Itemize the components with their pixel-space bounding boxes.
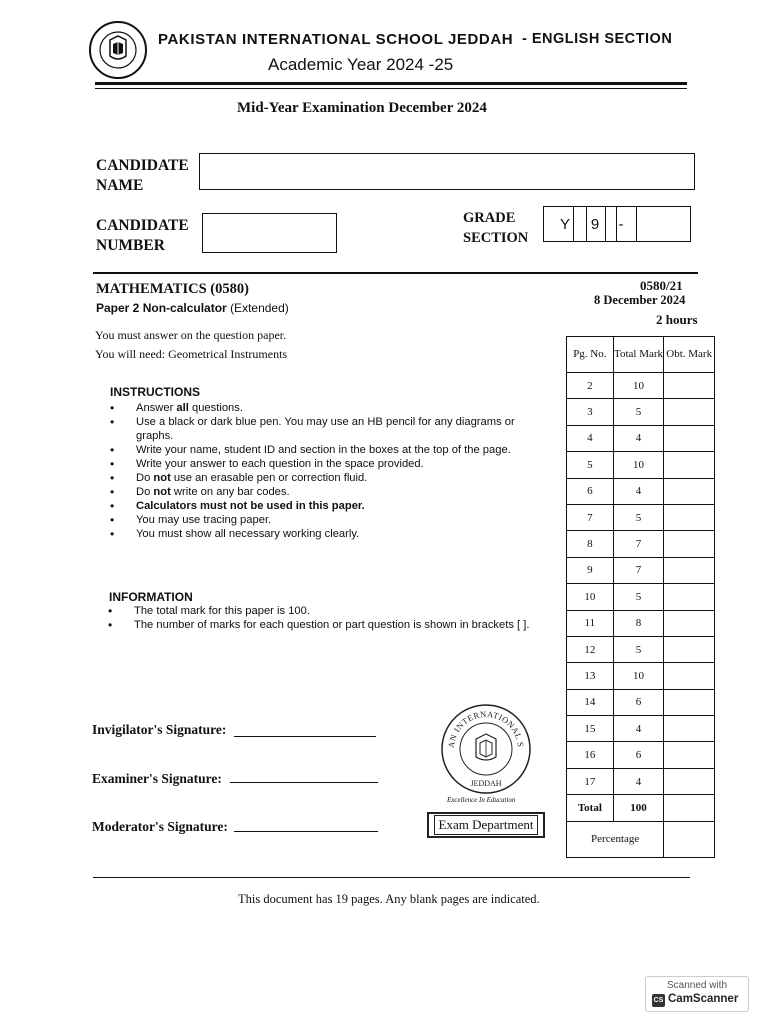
page-number-cell: 6 bbox=[567, 478, 614, 504]
table-row bbox=[567, 531, 715, 557]
information-list bbox=[108, 604, 558, 632]
divider-rule bbox=[93, 272, 698, 274]
seal-city: JEDDAH bbox=[470, 779, 502, 788]
school-seal bbox=[440, 703, 532, 795]
instruction-item: • Do not write on any bar codes. bbox=[110, 485, 530, 499]
marks-table bbox=[566, 336, 715, 858]
footer-text: This document has 19 pages. Any blank pages are indicated. bbox=[238, 892, 540, 906]
obtained-mark-cell[interactable] bbox=[664, 768, 715, 794]
page-number-cell: 5 bbox=[567, 452, 614, 478]
obtained-mark-cell[interactable] bbox=[664, 610, 715, 636]
academic-year: Academic Year 2024 -25 bbox=[268, 55, 454, 74]
moderator-signature-label: Moderator's Signature: bbox=[92, 819, 228, 834]
total-mark-cell: 4 bbox=[613, 425, 664, 451]
grade-cell-1[interactable]: Y bbox=[543, 206, 587, 242]
header-rule-thin bbox=[95, 88, 687, 89]
obtained-mark-cell[interactable] bbox=[664, 504, 715, 530]
table-row bbox=[567, 742, 715, 768]
instruction-item: • Write your answer to each question in the space provided. bbox=[110, 457, 530, 471]
instruction-item: • You may use tracing paper. bbox=[110, 513, 530, 527]
table-row bbox=[567, 636, 715, 662]
examiner-signature-label: Examiner's Signature: bbox=[92, 771, 222, 786]
section-name: - ENGLISH SECTION bbox=[522, 31, 673, 47]
total-mark-cell: 7 bbox=[613, 531, 664, 557]
examiner-signature-line[interactable] bbox=[230, 782, 378, 783]
information-item: • The total mark for this paper is 100. bbox=[108, 604, 558, 618]
table-row bbox=[567, 452, 715, 478]
percentage-row bbox=[567, 821, 715, 857]
instruction-item: • Use a black or dark blue pen. You may use an HB pencil for any diagrams or graphs. bbox=[110, 415, 530, 443]
total-mark-cell: 4 bbox=[613, 478, 664, 504]
table-row bbox=[567, 478, 715, 504]
obtained-mark-cell[interactable] bbox=[664, 636, 715, 662]
page-number-cell: 11 bbox=[567, 610, 614, 636]
page-number-cell: 12 bbox=[567, 636, 614, 662]
seal-motto: Excellence In Education bbox=[447, 796, 516, 804]
grade-cell-2[interactable]: 9 bbox=[573, 206, 617, 242]
header-obtained: Obt. Mark bbox=[664, 337, 715, 373]
total-mark-cell: 4 bbox=[613, 716, 664, 742]
total-mark-cell: 6 bbox=[613, 742, 664, 768]
section-cell[interactable] bbox=[636, 206, 691, 242]
table-row bbox=[567, 663, 715, 689]
table-row bbox=[567, 557, 715, 583]
camscanner-watermark: Scanned with CS CamScanner bbox=[645, 976, 749, 1012]
header-rule bbox=[95, 82, 687, 85]
obtained-mark-cell[interactable] bbox=[664, 742, 715, 768]
instruction-item: • Write your name, student ID and section in the boxes at the top of the page. bbox=[110, 443, 530, 457]
obtained-mark-cell[interactable] bbox=[664, 478, 715, 504]
candidate-number-box[interactable] bbox=[202, 213, 337, 253]
svg-text:PAKISTAN INTERNATIONAL SCHOOL: AN INTERNATIONAL S bbox=[445, 708, 527, 749]
instruction-item: • Answer all questions. bbox=[110, 401, 530, 415]
total-mark-cell: 5 bbox=[613, 584, 664, 610]
exam-duration: 2 hours bbox=[656, 312, 698, 327]
header-total: Total Mark bbox=[613, 337, 664, 373]
exam-title: Mid-Year Examination December 2024 bbox=[237, 100, 487, 116]
footer-rule bbox=[93, 877, 690, 878]
total-mark-cell: 5 bbox=[613, 399, 664, 425]
page-number-cell: 16 bbox=[567, 742, 614, 768]
obtained-mark-cell[interactable] bbox=[664, 557, 715, 583]
page-number-cell: 4 bbox=[567, 425, 614, 451]
table-row bbox=[567, 504, 715, 530]
table-row bbox=[567, 689, 715, 715]
school-name: PAKISTAN INTERNATIONAL SCHOOL JEDDAH bbox=[158, 31, 514, 48]
candidate-name-box[interactable] bbox=[199, 153, 695, 190]
instruction-item: • You must show all necessary working clearly. bbox=[110, 527, 530, 541]
page-number-cell: 7 bbox=[567, 504, 614, 530]
moderator-signature-line[interactable] bbox=[234, 831, 378, 832]
page-number-cell: 10 bbox=[567, 584, 614, 610]
obtained-mark-cell[interactable] bbox=[664, 425, 715, 451]
must-answer-text: You must answer on the question paper. bbox=[95, 328, 287, 342]
instructions-heading: INSTRUCTIONS bbox=[110, 385, 200, 399]
table-row bbox=[567, 373, 715, 399]
obtained-mark-cell[interactable] bbox=[664, 452, 715, 478]
total-mark-cell: 10 bbox=[613, 452, 664, 478]
total-mark-cell: 4 bbox=[613, 768, 664, 794]
total-mark-cell: 10 bbox=[613, 663, 664, 689]
grade-section-label: GRADE SECTION bbox=[463, 210, 529, 246]
information-heading: INFORMATION bbox=[109, 590, 193, 604]
page-number-cell: 15 bbox=[567, 716, 614, 742]
instruction-item: • Calculators must not be used in this paper. bbox=[110, 499, 530, 513]
table-row bbox=[567, 399, 715, 425]
candidate-number-label: CANDIDATE NUMBER bbox=[96, 217, 189, 254]
page-number-cell: 3 bbox=[567, 399, 614, 425]
marks-table-header bbox=[567, 337, 715, 373]
total-mark-cell: 8 bbox=[613, 610, 664, 636]
total-mark-cell: 6 bbox=[613, 689, 664, 715]
page-number-cell: 14 bbox=[567, 689, 614, 715]
page-number-cell: 9 bbox=[567, 557, 614, 583]
obtained-mark-cell[interactable] bbox=[664, 689, 715, 715]
will-need-text: You will need: Geometrical Instruments bbox=[95, 347, 288, 361]
school-logo bbox=[88, 20, 148, 80]
table-row bbox=[567, 584, 715, 610]
grade-cell-3[interactable]: - bbox=[605, 206, 637, 242]
total-label: Total bbox=[567, 795, 614, 821]
camscanner-icon: CS bbox=[652, 994, 665, 1007]
table-row bbox=[567, 768, 715, 794]
percentage-label: Percentage bbox=[567, 821, 664, 857]
paper-subtitle: Paper 2 Non-calculator (Extended) bbox=[96, 301, 289, 315]
total-value: 100 bbox=[613, 795, 664, 821]
obtained-mark-cell[interactable] bbox=[664, 663, 715, 689]
obtained-mark-cell[interactable] bbox=[664, 531, 715, 557]
obtained-mark-cell[interactable] bbox=[664, 716, 715, 742]
table-row bbox=[567, 610, 715, 636]
invigilator-signature-label: Invigilator's Signature: bbox=[92, 722, 227, 737]
information-item: • The number of marks for each question or part question is shown in brackets [ ]. bbox=[108, 618, 558, 632]
page-number-cell: 2 bbox=[567, 373, 614, 399]
table-row bbox=[567, 425, 715, 451]
total-mark-cell: 10 bbox=[613, 373, 664, 399]
candidate-name-label: CANDIDATE NAME bbox=[96, 157, 189, 194]
page-number-cell: 17 bbox=[567, 768, 614, 794]
page-number-cell: 8 bbox=[567, 531, 614, 557]
invigilator-signature-line[interactable] bbox=[234, 736, 376, 737]
exam-date: 8 December 2024 bbox=[594, 293, 686, 307]
total-mark-cell: 7 bbox=[613, 557, 664, 583]
page-number-cell: 13 bbox=[567, 663, 614, 689]
header-page: Pg. No. bbox=[567, 337, 614, 373]
percentage-cell[interactable] bbox=[664, 821, 715, 857]
obtained-mark-cell[interactable] bbox=[664, 373, 715, 399]
total-mark-cell: 5 bbox=[613, 504, 664, 530]
obtained-mark-cell[interactable] bbox=[664, 399, 715, 425]
obtained-mark-cell[interactable] bbox=[664, 584, 715, 610]
total-mark-cell: 5 bbox=[613, 636, 664, 662]
table-row bbox=[567, 716, 715, 742]
instructions-list bbox=[110, 401, 530, 541]
total-row bbox=[567, 795, 715, 821]
instruction-item: • Do not use an erasable pen or correction fluid. bbox=[110, 471, 530, 485]
total-obtained-cell[interactable] bbox=[664, 795, 715, 821]
subject-title: MATHEMATICS (0580) bbox=[96, 281, 249, 297]
exam-department-stamp: Exam Department bbox=[427, 812, 545, 838]
paper-code: 0580/21 bbox=[640, 278, 683, 293]
